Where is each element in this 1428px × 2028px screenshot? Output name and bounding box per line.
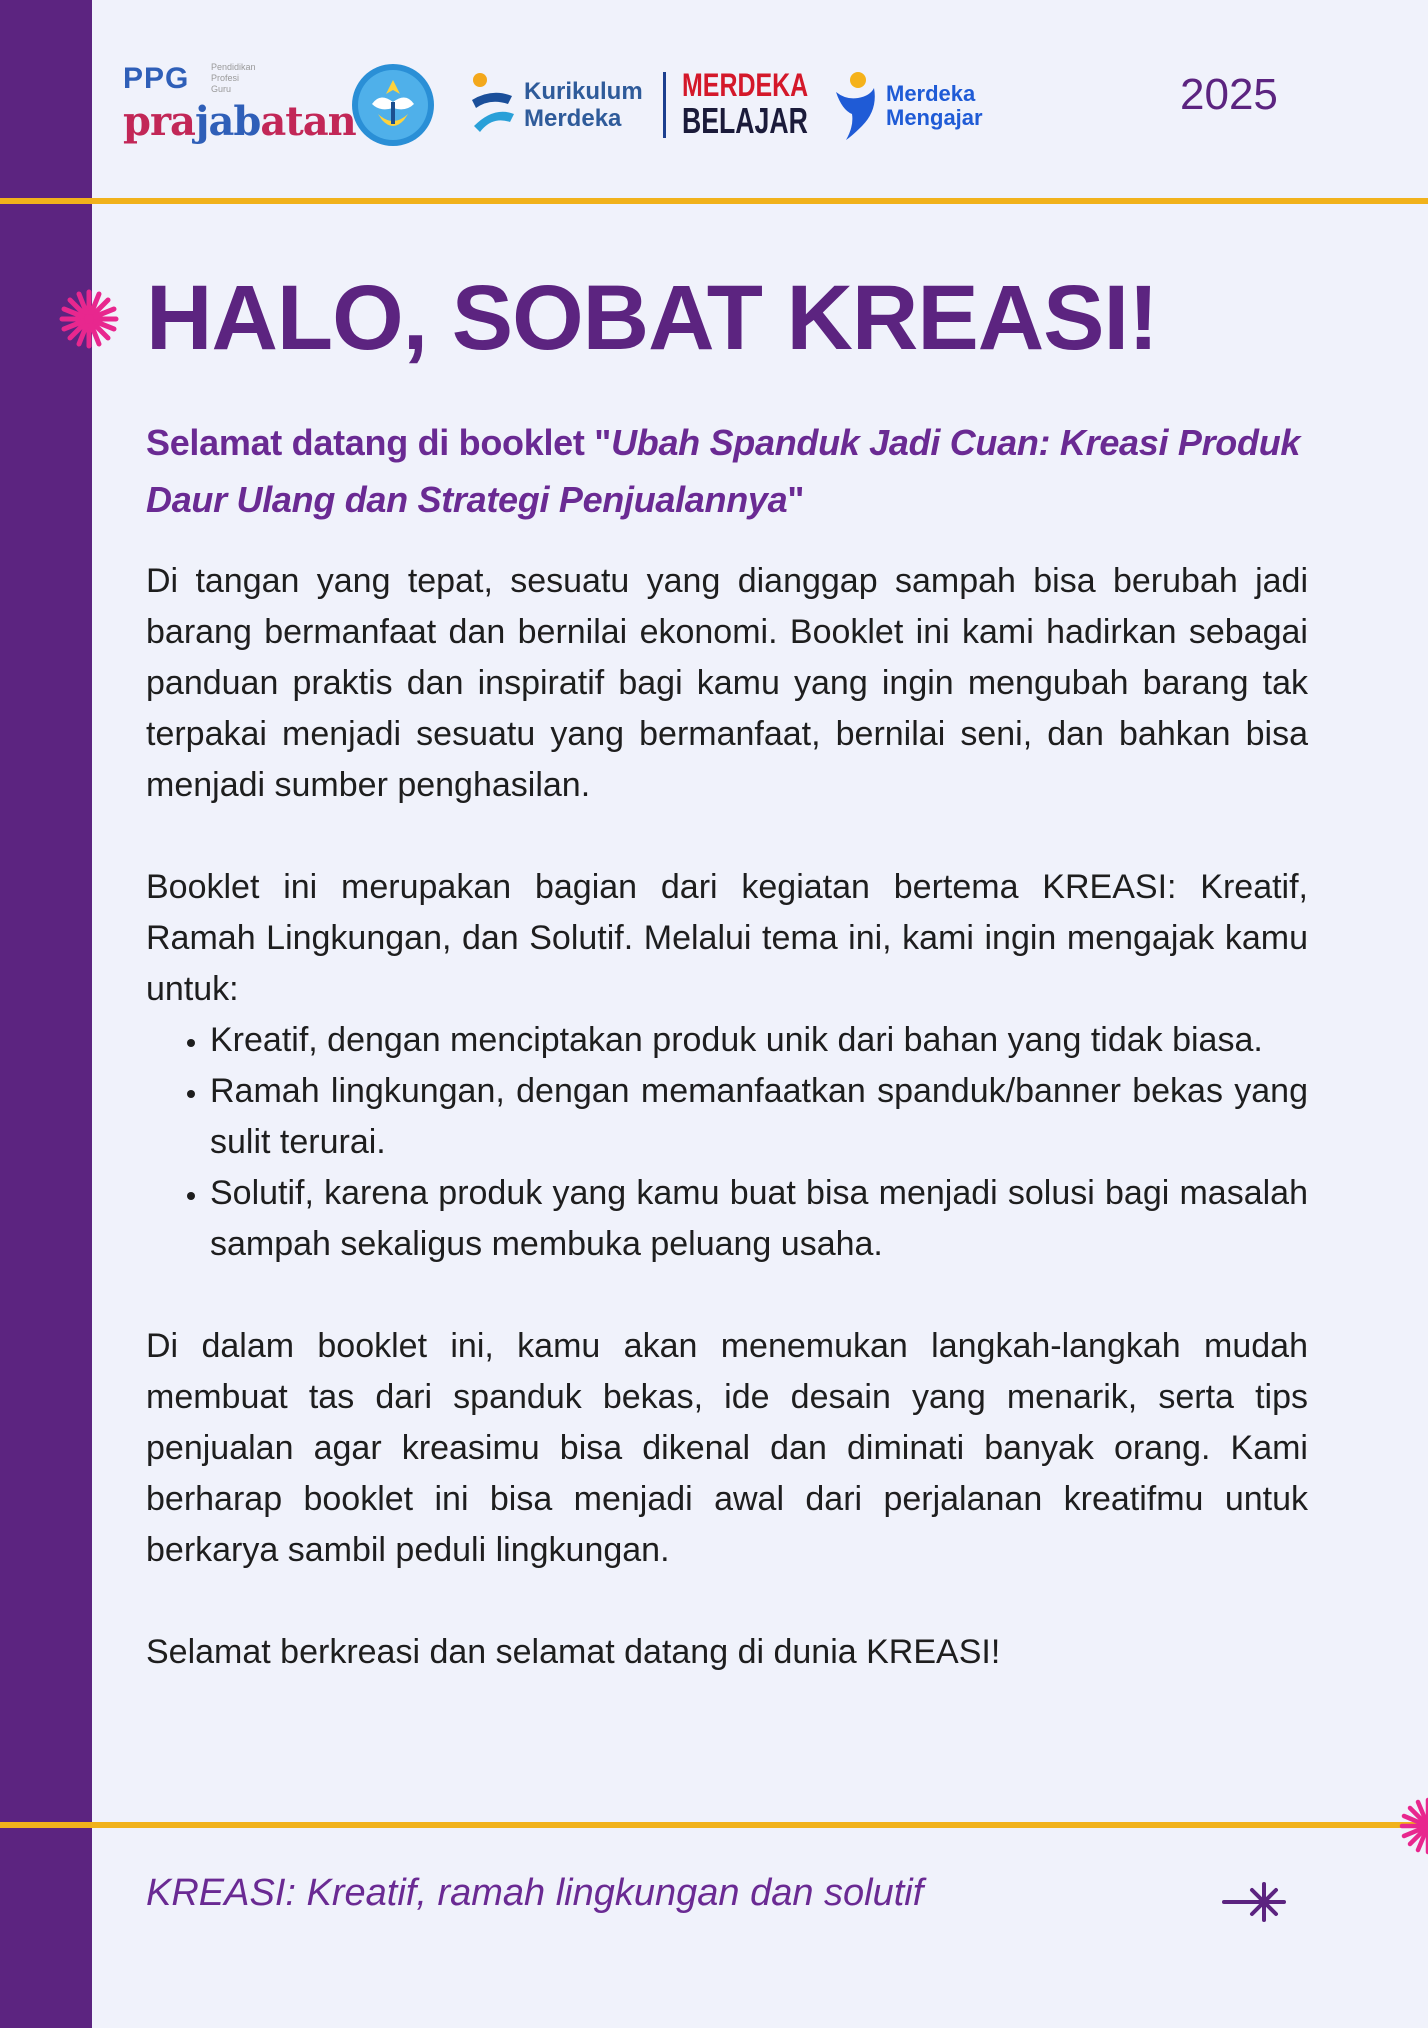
paragraph-theme: Booklet ini merupakan bagian dari kegiatan bertema KREASI: Kreatif, Ramah Lingkungan, dan Solutif. Melalui tema ini, kami ingin mengajak kamu untuk:: [146, 868, 1308, 1008]
kurikulum-logo-text: Kurikulum Merdeka: [524, 78, 643, 132]
merdeka-mengajar-logo: [828, 70, 998, 144]
list-item: • Solutif, karena produk yang kamu buat bisa menjadi solusi bagi masalah sampah sekaligus membuka peluang usaha.: [210, 1168, 1308, 1270]
list-item: • Kreatif, dengan menciptakan produk unik dari bahan yang tidak biasa.: [210, 1015, 1308, 1066]
ppg-logo-prajabatan: prajabatan: [123, 98, 356, 145]
logo-divider: [663, 72, 666, 138]
arrow-star-icon: [1222, 1882, 1286, 1922]
merdeka-belajar-logo: MERDEKA BELAJAR: [682, 67, 809, 141]
footer-tagline: KREASI: Kreatif, ramah lingkungan dan solutif: [146, 1872, 924, 1914]
body-text: [146, 556, 1308, 1729]
tut-wuri-emblem-icon: [350, 62, 436, 148]
merdeka-mengajar-logo-text: Merdeka Mengajar: [886, 81, 983, 130]
kurikulum-swoosh-icon: [468, 70, 520, 140]
starburst-icon: [58, 288, 120, 350]
starburst-icon: [1398, 1796, 1428, 1856]
year-label: 2025: [1180, 70, 1278, 119]
merdeka-mengajar-figure-icon: [828, 70, 880, 144]
ppg-logo-small-text: Pendidikan Profesi Guru: [211, 62, 256, 94]
list-item: • Ramah lingkungan, dengan memanfaatkan spanduk/banner bekas yang sulit terurai.: [210, 1066, 1308, 1168]
ppg-logo-word: PPG: [123, 62, 190, 95]
paragraph-contents: Di dalam booklet ini, kamu akan menemukan langkah-langkah mudah membuat tas dari spanduk bekas, ide desain yang menarik, serta tips penjualan agar kreasimu bisa dikenal dan diminati banyak orang. Kami berharap booklet ini bisa menjadi awal dari perjalanan kreatifmu untuk berkarya sambil peduli lingkungan.: [146, 1327, 1308, 1569]
ppg-prajabatan-logo: [123, 62, 356, 152]
paragraph-closing: Selamat berkreasi dan selamat datang di dunia KREASI!: [146, 1633, 1001, 1671]
page-title: HALO, SOBAT KREASI!: [146, 267, 1158, 369]
theme-bullet-list: [146, 1015, 1308, 1270]
header-divider: [0, 198, 1428, 204]
paragraph-intro: Di tangan yang tepat, sesuatu yang dianggap sampah bisa berubah jadi barang bermanfaat dan bernilai ekonomi. Booklet ini kami hadirkan sebagai panduan praktis dan inspiratif bagi kamu yang ingin mengubah barang tak terpakai menjadi sesuatu yang bermanfaat, bernilai seni, dan bahkan bisa menjadi sumber penghasilan.: [146, 562, 1308, 804]
kurikulum-merdeka-logo: [468, 70, 648, 140]
booklet-subtitle: Selamat datang di booklet "Ubah Spanduk Jadi Cuan: Kreasi Produk Daur Ulang dan Strategi Penjualannya": [146, 422, 1301, 520]
tut-wuri-handayani-logo: [350, 62, 436, 148]
footer-divider: [0, 1822, 1428, 1828]
